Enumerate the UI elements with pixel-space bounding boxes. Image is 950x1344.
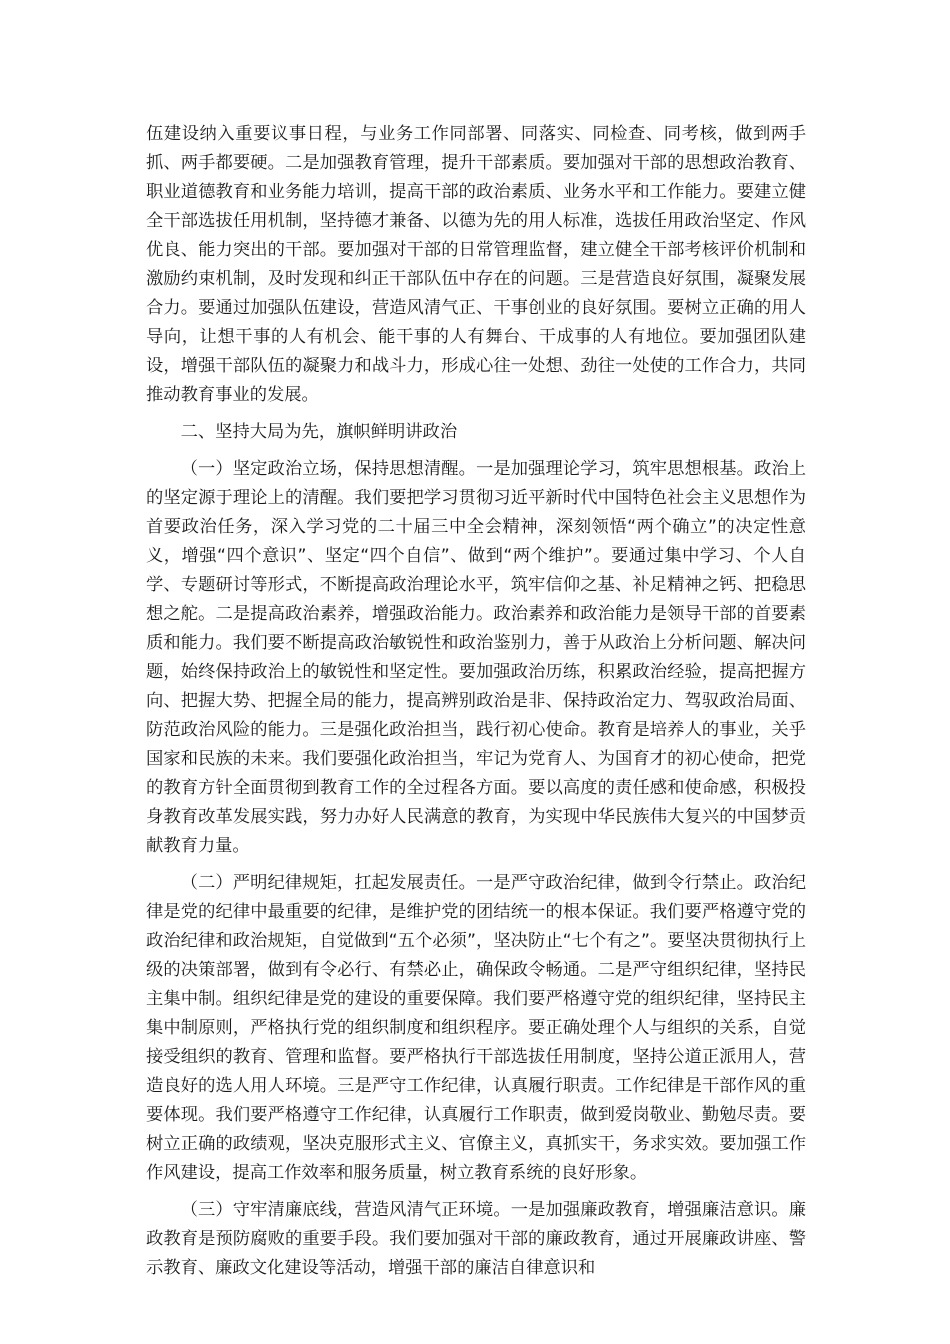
paragraph-team-building: 伍建设纳入重要议事日程，与业务工作同部署、同落实、同检查、同考核，做到两手抓、两手都要硬。二是加强教育管理，提升干部素质。要加强对干部的思想政治教育、职业道德教育和业务能力培训，提高干部的政治素质、业务水平和工作能力。要建立健全干部选拔任用机制，坚持德才兼备、以德为先的用人标准，选拔任用政治坚定、作风优良、能力突出的干部。要加强对干部的日常管理监督，建立健全干部考核评价机制和激励约束机制，及时发现和纠正干部队伍中存在的问题。三是营造良好氛围，凝聚发展合力。要通过加强队伍建设，营造风清气正、干事创业的良好氛围。要树立正确的用人导向，让想干事的人有机会、能干事的人有舞台、干成事的人有地位。要加强团队建设，增强干部队伍的凝聚力和战斗力，形成心往一处想、劲往一处使的工作合力，共同推动教育事业的发展。 [146, 124, 806, 405]
section-heading-politics: 二、坚持大局为先，旗帜鲜明讲政治 [180, 422, 458, 442]
paragraph-integrity: （三）守牢清廉底线，营造风清气正环境。一是加强廉政教育，增强廉洁意识。廉政教育是预防腐败的重要手段。我们要加强对干部的廉政教育，通过开展廉政讲座、警示教育、廉政文化建设等活动，增强干部的廉洁自律意识和 [146, 1200, 806, 1278]
document-page [146, 120, 806, 1291]
paragraph-political-stance: （一）坚定政治立场，保持思想清醒。一是加强理论学习，筑牢思想根基。政治上的坚定源于理论上的清醒。我们要把学习贯彻习近平新时代中国特色社会主义思想作为首要政治任务，深入学习党的二十届三中全会精神，深刻领悟“两个确立”的决定性意义，增强“四个意识”、坚定“四个自信”、做到“两个维护”。要通过集中学习、个人自学、专题研讨等形式，不断提高政治理论水平，筑牢信仰之基、补足精神之钙、把稳思想之舵。二是提高政治素养，增强政治能力。政治素养和政治能力是领导干部的首要素质和能力。我们要不断提高政治敏锐性和政治鉴别力，善于从政治上分析问题、解决问题，始终保持政治上的敏锐性和坚定性。要加强政治历练，积累政治经验，提高把握方向、把握大势、把握全局的能力，提高辨别政治是非、保持政治定力、驾驭政治局面、防范政治风险的能力。三是强化政治担当，践行初心使命。教育是培养人的事业，关乎国家和民族的未来。我们要强化政治担当，牢记为党育人、为国育才的初心使命，把党的教育方针全面贯彻到教育工作的全过程各方面。要以高度的责任感和使命感，积极投身教育改革发展实践，努力办好人民满意的教育，为实现中华民族伟大复兴的中国梦贡献教育力量。 [146, 459, 806, 856]
paragraph-discipline-rules: （二）严明纪律规矩，扛起发展责任。一是严守政治纪律，做到令行禁止。政治纪律是党的纪律中最重要的纪律，是维护党的团结统一的根本保证。我们要严格遵守党的政治纪律和政治规矩，自觉做到“五个必须”，坚决防止“七个有之”。要坚决贯彻执行上级的决策部署，做到有令必行、有禁必止，确保政令畅通。二是严守组织纪律，坚持民主集中制。组织纪律是党的建设的重要保障。我们要严格遵守党的组织纪律，坚持民主集中制原则，严格执行党的组织制度和组织程序。要正确处理个人与组织的关系，自觉接受组织的教育、管理和监督。要严格执行干部选拔任用制度，坚持公道正派用人，营造良好的选人用人环境。三是严守工作纪律，认真履行职责。工作纪律是干部作风的重要体现。我们要严格遵守工作纪律，认真履行工作职责，做到爱岗敬业、勤勉尽责。要树立正确的政绩观，坚决克服形式主义、官僚主义，真抓实干，务求实效。要加强工作作风建设，提高工作效率和服务质量，树立教育系统的良好形象。 [146, 873, 806, 1183]
